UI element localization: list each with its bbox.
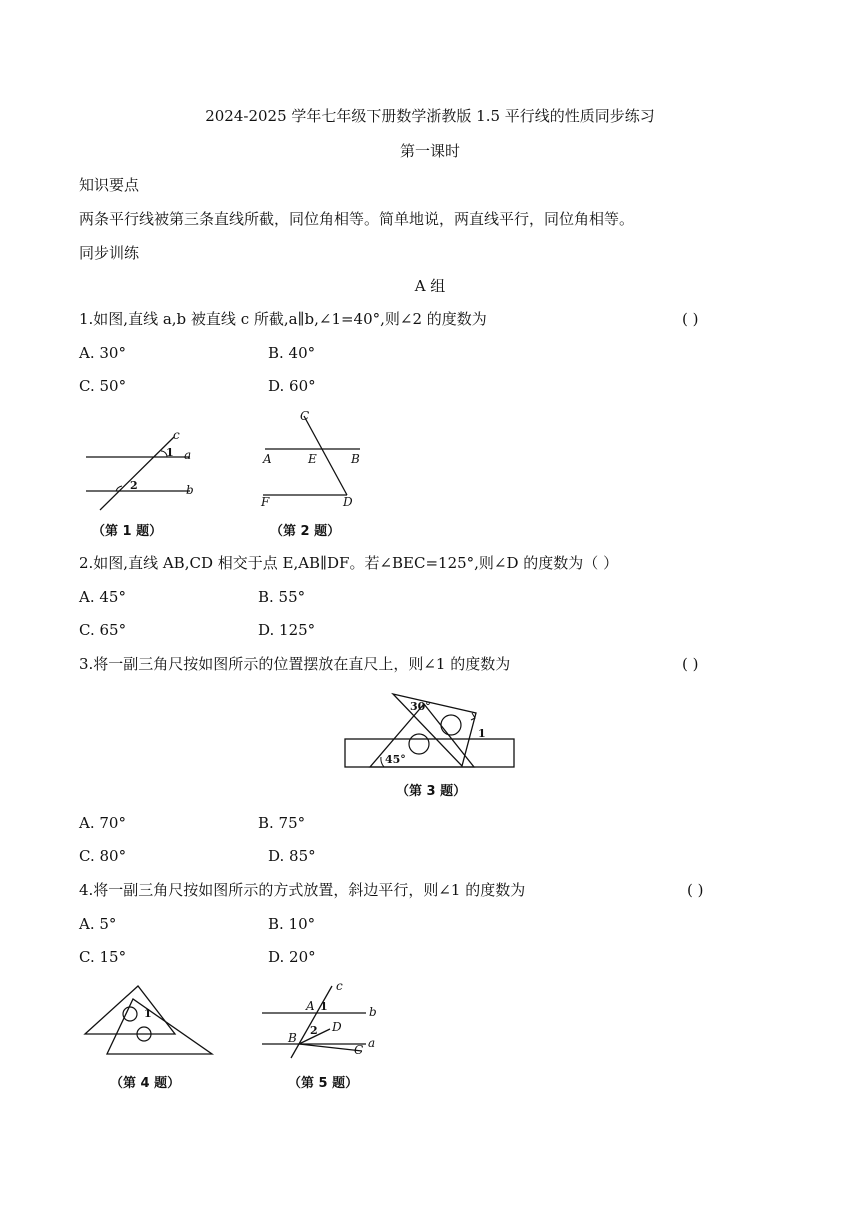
page-title: 2024-2025 学年七年级下册数学浙教版 1.5 平行线的性质同步练习 — [205, 107, 655, 125]
question-3-answer-blank: ( ) — [682, 655, 699, 673]
question-3-option-a: A. 70° — [79, 814, 126, 832]
fig2-label-C: C — [300, 409, 310, 423]
fig1-label-a: a — [184, 448, 192, 462]
question-2-option-d: D. 125° — [258, 621, 316, 639]
fig4-label-1: 1 — [144, 1007, 152, 1020]
fig2-label-D: D — [343, 495, 353, 509]
question-3-option-b: B. 75° — [258, 814, 306, 832]
figure-2-diagram — [255, 408, 375, 516]
question-2-option-a: A. 45° — [79, 588, 126, 606]
question-1-option-a: A. 30° — [79, 344, 126, 362]
figure-3-diagram — [340, 686, 520, 772]
question-3-option-d: D. 85° — [268, 847, 316, 865]
figure-4-diagram — [80, 982, 220, 1060]
fig3-label-45: 45° — [385, 753, 406, 766]
fig3-label-30: 30° — [410, 700, 431, 713]
question-4-option-a: A. 5° — [79, 915, 117, 933]
fig5-label-B: B — [288, 1031, 297, 1045]
fig2-label-A: A — [263, 452, 272, 466]
fig5-label-C: C — [354, 1043, 364, 1057]
question-3-option-c: C. 80° — [79, 847, 127, 865]
question-1-option-b: B. 40° — [268, 344, 316, 362]
fig1-label-b: b — [186, 483, 194, 497]
question-1-answer-blank: ( ) — [682, 310, 699, 328]
knowledge-text: 两条平行线被第三条直线所截，同位角相等。简单地说，两直线平行，同位角相等。 — [79, 210, 635, 228]
fig1-label-c: c — [173, 428, 180, 442]
knowledge-heading: 知识要点 — [79, 176, 140, 194]
question-4-option-b: B. 10° — [268, 915, 316, 933]
figure-3-caption: （第 3 题） — [396, 784, 467, 799]
fig5-label-a: a — [368, 1036, 376, 1050]
question-1-text: 1.如图,直线 a,b 被直线 c 所截,a∥b,∠1=40°,则∠2 的度数为 — [79, 310, 487, 328]
fig5-label-b: b — [369, 1005, 377, 1019]
fig5-label-c: c — [336, 980, 343, 993]
question-3-text: 3.将一副三角尺按如图所示的位置摆放在直尺上，则∠1 的度数为 — [79, 655, 511, 673]
fig2-label-E: E — [308, 452, 317, 466]
fig5-label-1: 1 — [320, 1000, 328, 1013]
figure-5-caption: （第 5 题） — [288, 1076, 359, 1091]
fig5-label-D: D — [332, 1020, 342, 1034]
question-4-option-d: D. 20° — [268, 948, 316, 966]
page-subtitle: 第一课时 — [399, 142, 460, 160]
fig3-label-1: 1 — [478, 727, 486, 740]
question-2-option-b: B. 55° — [258, 588, 306, 606]
practice-heading: 同步训练 — [79, 244, 140, 262]
fig2-label-B: B — [351, 452, 360, 466]
group-label: A 组 — [414, 277, 446, 295]
figure-1-caption: （第 1 题） — [92, 524, 163, 539]
question-1-option-c: C. 50° — [79, 377, 127, 395]
fig2-label-F: F — [261, 495, 270, 509]
fig1-label-1: 1 — [166, 446, 174, 459]
figure-4-caption: （第 4 题） — [110, 1076, 181, 1091]
figure-1-diagram — [78, 425, 208, 520]
question-4-option-c: C. 15° — [79, 948, 127, 966]
figure-5-diagram — [258, 980, 383, 1062]
fig1-label-2: 2 — [130, 479, 138, 492]
fig5-label-2: 2 — [310, 1024, 318, 1037]
question-4-text: 4.将一副三角尺按如图所示的方式放置，斜边平行，则∠1 的度数为 — [79, 881, 526, 899]
question-4-answer-blank: ( ) — [687, 881, 704, 899]
question-1-option-d: D. 60° — [268, 377, 316, 395]
fig5-label-A: A — [306, 999, 315, 1013]
figure-2-caption: （第 2 题） — [270, 524, 341, 539]
question-2-text: 2.如图,直线 AB,CD 相交于点 E,AB∥DF。若∠BEC=125°,则∠D 的度数为（ ） — [79, 554, 619, 572]
question-2-option-c: C. 65° — [79, 621, 127, 639]
